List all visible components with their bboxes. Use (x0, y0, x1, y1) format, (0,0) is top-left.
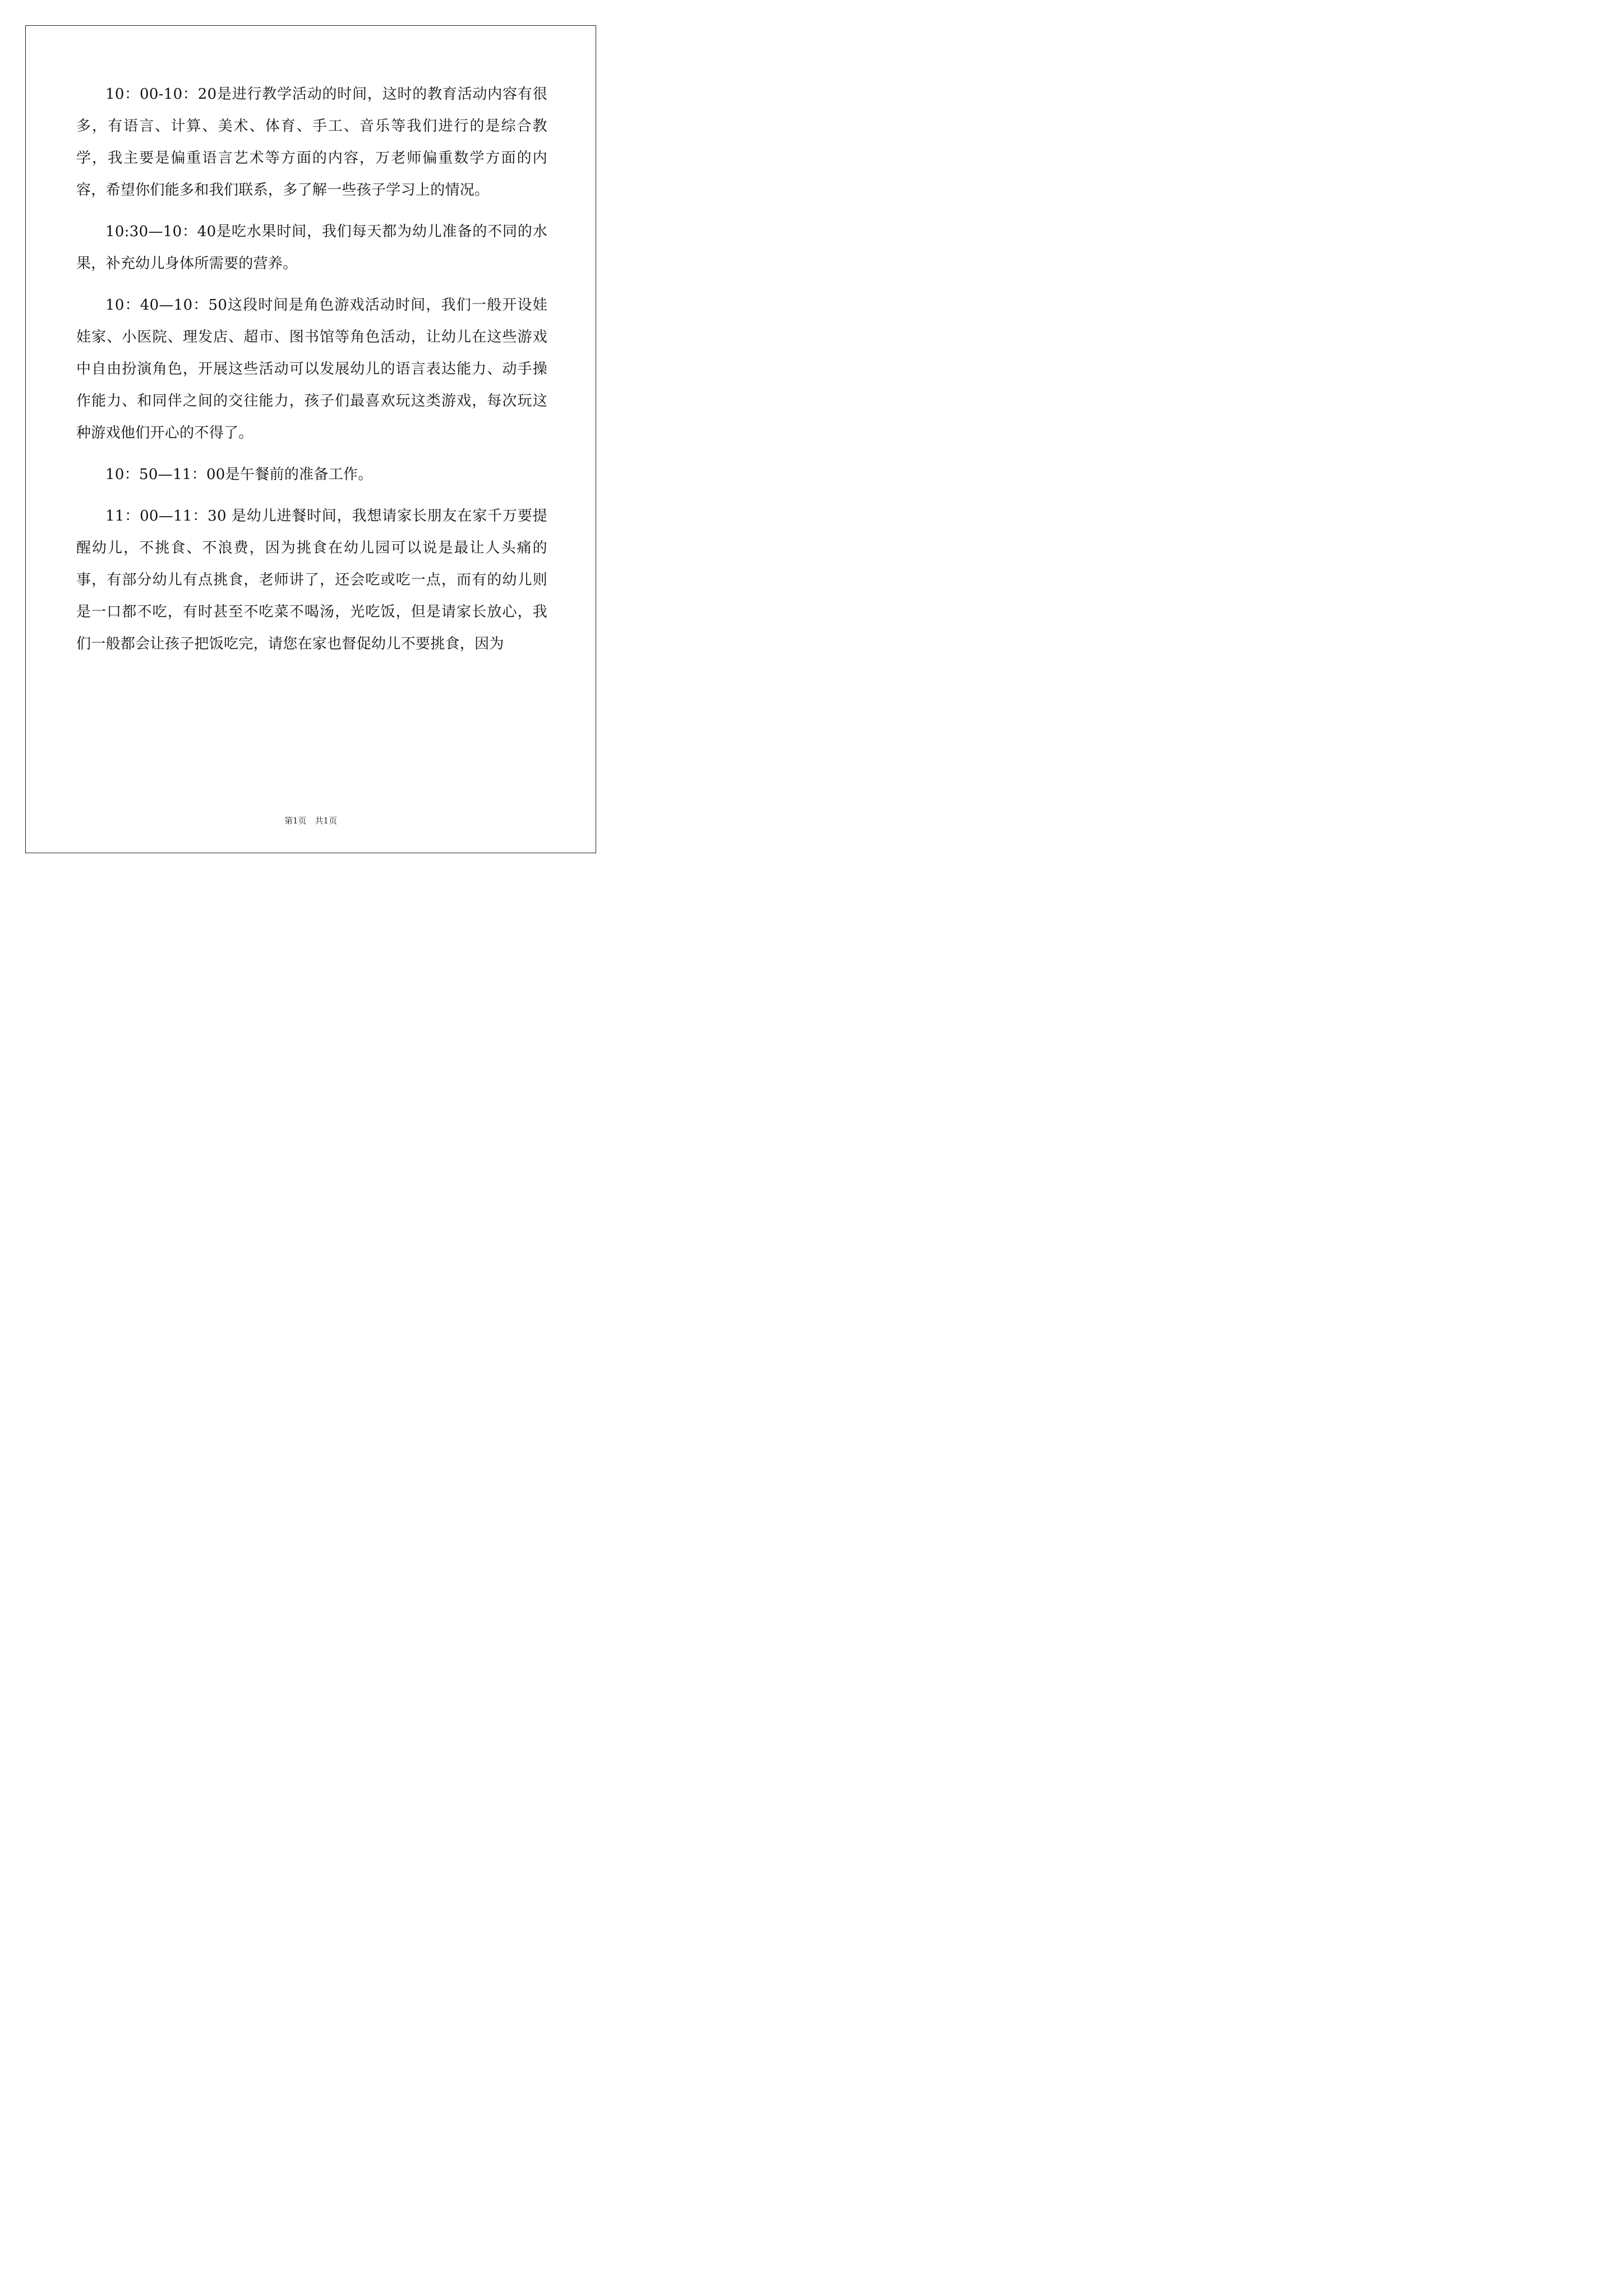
paragraph-3: 10：40—10：50这段时间是角色游戏活动时间，我们一般开设娃娃家、小医院、理发店、超市、图书馆等角色活动，让幼儿在这些游戏中自由扮演角色，开展这些活动可以发展幼儿的语言表达能力、动手操作能力、和同伴之间的交往能力，孩子们最喜欢玩这类游戏，每次玩这种游戏他们开心的不得了。 (76, 297, 547, 441)
document-body (76, 79, 547, 670)
paragraph-2: 10:30—10：40是吃水果时间，我们每天都为幼儿准备的不同的水果，补充幼儿身体所需要的营养。 (76, 223, 547, 272)
paragraph-4: 10：50—11：00是午餐前的准备工作。 (105, 466, 373, 483)
paragraph-5: 11：00—11：30 是幼儿进餐时间，我想请家长朋友在家千万要提醒幼儿，不挑食、不浪费，因为挑食在幼儿园可以说是最让人头痛的事，有部分幼儿有点挑食，老师讲了，还会吃或吃一点，而有的幼儿则是一口都不吃，有时甚至不吃菜不喝汤，光吃饭，但是请家长放心，我们一般都会让孩子把饭吃完，请您在家也督促幼儿不要挑食，因为 (76, 508, 547, 652)
page-footer: 第1页 共1页 (284, 816, 338, 826)
paragraph-1: 10：00-10：20是进行教学活动的时间，这时的教育活动内容有很多，有语言、计算、美术、体育、手工、音乐等我们进行的是综合教学，我主要是偏重语言艺术等方面的内容，万老师偏重数学方面的内容，希望你们能多和我们联系，多了解一些孩子学习上的情况。 (76, 86, 547, 199)
